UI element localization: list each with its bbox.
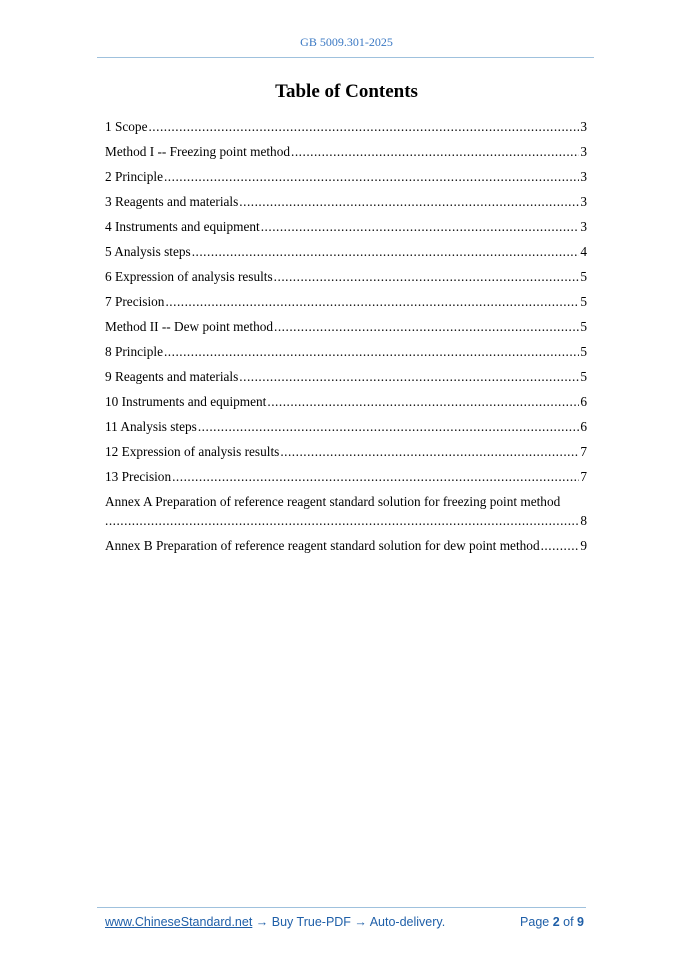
page-footer [105, 915, 584, 929]
toc-entry-label: 10 Instruments and equipment [105, 394, 267, 409]
toc-entry-precision[interactable] [105, 293, 587, 318]
toc-entry-page: 7 [580, 469, 587, 484]
page-indicator [520, 915, 584, 929]
toc-dot-leader [164, 343, 579, 361]
footer-tagline: → Buy True-PDF → Auto-delivery. [252, 915, 446, 929]
toc-dot-leader [198, 418, 579, 436]
toc-entry-page: 3 [580, 169, 587, 184]
toc-entry-label: 1 Scope [105, 119, 148, 134]
toc-dot-leader [261, 218, 580, 236]
toc-entry-page: 6 [580, 419, 587, 434]
toc-entry-page: 3 [580, 194, 587, 209]
toc-entry-page: 4 [580, 244, 587, 259]
toc-entry-expression-results[interactable] [105, 268, 587, 293]
footer-promo [105, 915, 445, 929]
toc-entry-reagents-materials-ii[interactable] [105, 368, 587, 393]
toc-entry-page: 9 [580, 538, 587, 553]
toc-entry-label: 9 Reagents and materials [105, 369, 239, 384]
toc-entry-label: Method I -- Freezing point method [105, 144, 291, 159]
toc-dot-leader [148, 118, 579, 136]
toc-entry-label: 5 Analysis steps [105, 244, 191, 259]
toc-entry-principle[interactable] [105, 168, 587, 193]
toc-entry-continuation [105, 512, 587, 537]
toc-entry-scope[interactable] [105, 118, 587, 143]
toc-entry-label: 12 Expression of analysis results [105, 444, 280, 459]
toc-entry-label: 8 Principle [105, 344, 163, 359]
toc-entry-label: 2 Principle [105, 169, 163, 184]
toc-dot-leader [274, 268, 580, 286]
page-prefix: Page [520, 915, 553, 929]
header-divider [97, 57, 594, 58]
toc-entry-label: Annex B Preparation of reference reagent standard solution for dew point method [105, 538, 540, 553]
toc-entry-instruments-equipment-ii[interactable] [105, 393, 587, 418]
toc-entry-page: 3 [580, 144, 587, 159]
toc-dot-leader [164, 168, 579, 186]
toc-entry-principle-ii[interactable] [105, 343, 587, 368]
toc-dot-leader [274, 318, 579, 336]
toc-entry-precision-ii[interactable] [105, 468, 587, 493]
toc-title: Table of Contents [275, 81, 418, 102]
toc-dot-leader [267, 393, 579, 411]
table-of-contents [105, 118, 587, 562]
footer-divider [97, 907, 586, 908]
toc-dot-leader [239, 193, 579, 211]
page-total: 9 [577, 915, 584, 929]
toc-entry-label: 3 Reagents and materials [105, 194, 239, 209]
toc-entry-page: 5 [580, 344, 587, 359]
page-current: 2 [552, 915, 560, 929]
toc-dot-leader [280, 443, 579, 461]
toc-entry-label: 7 Precision [105, 294, 165, 309]
toc-entry-label: 11 Analysis steps [105, 419, 197, 434]
toc-entry-label: 6 Expression of analysis results [105, 269, 273, 284]
toc-entry-instruments-equipment[interactable] [105, 218, 587, 243]
toc-entry-annex-b[interactable] [105, 537, 587, 562]
footer-website-link[interactable]: www.ChineseStandard.net [105, 915, 253, 929]
toc-entry-page: 5 [580, 269, 587, 284]
toc-dot-leader [291, 143, 579, 161]
toc-entry-analysis-steps[interactable] [105, 243, 587, 268]
toc-entry-reagents-materials[interactable] [105, 193, 587, 218]
toc-entry-annex-a[interactable] [105, 493, 587, 537]
toc-entry-label: Annex A Preparation of reference reagent standard solution for freezing point method [105, 494, 561, 509]
toc-dot-leader [239, 368, 579, 386]
toc-entry-label: 13 Precision [105, 469, 172, 484]
toc-entry-label: Method II -- Dew point method [105, 319, 274, 334]
toc-dot-leader [172, 468, 579, 486]
header-doc-id: GB 5009.301-2025 [300, 35, 393, 49]
toc-entry-page: 8 [580, 513, 587, 528]
page-of: of [559, 915, 578, 929]
toc-entry-method-i[interactable] [105, 143, 587, 168]
toc-entry-page: 5 [580, 294, 587, 309]
toc-dot-leader [165, 293, 579, 311]
toc-dot-leader [541, 537, 580, 555]
toc-entry-label: 4 Instruments and equipment [105, 219, 260, 234]
toc-entry-page: 7 [580, 444, 587, 459]
toc-entry-method-ii[interactable] [105, 318, 587, 343]
toc-entry-page: 5 [580, 369, 587, 384]
toc-entry-page: 6 [580, 394, 587, 409]
toc-entry-page: 5 [580, 319, 587, 334]
toc-dot-leader [105, 512, 579, 530]
toc-entry-page: 3 [580, 219, 587, 234]
page-header [0, 35, 693, 50]
toc-entry-page: 3 [580, 119, 587, 134]
toc-entry-analysis-steps-ii[interactable] [105, 418, 587, 443]
toc-entry-expression-results-ii[interactable] [105, 443, 587, 468]
toc-dot-leader [192, 243, 580, 261]
